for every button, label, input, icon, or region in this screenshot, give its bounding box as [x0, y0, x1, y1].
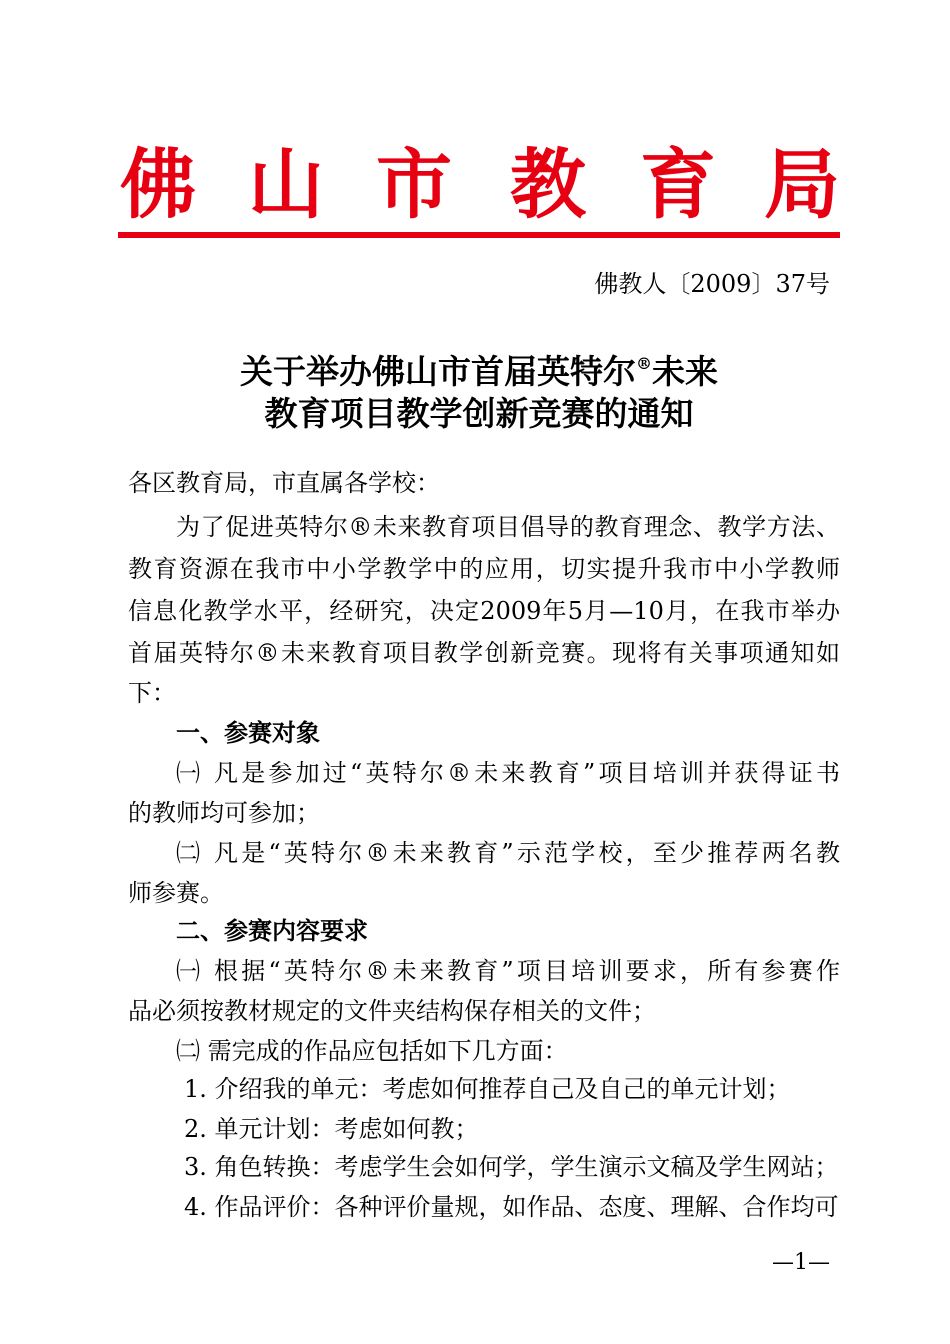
- issuer-letterhead: [120, 140, 840, 230]
- paragraph-line: 下：: [128, 679, 176, 707]
- list-item: 1. 介绍我的单元：考虑如何推荐自己及自己的单元计划；: [184, 1075, 791, 1103]
- document-number: 佛教人〔2009〕37号: [594, 270, 830, 298]
- section-heading: 一、参赛对象: [176, 718, 320, 747]
- title-text: 未来: [652, 352, 718, 391]
- letterhead-char: 局: [764, 140, 840, 229]
- section-heading: 二、参赛内容要求: [176, 916, 368, 945]
- paragraph-line: 师参赛。: [128, 879, 224, 907]
- page-number: —1—: [772, 1250, 830, 1275]
- letterhead-char: 育: [640, 140, 716, 229]
- list-item: 2. 单元计划：考虑如何教；: [184, 1115, 479, 1143]
- paragraph-line: 教育资源在我市中小学教学中的应用，切实提升我市中小学教师: [128, 555, 840, 583]
- paragraph-line: ㈡ 凡是“英特尔®未来教育”示范学校，至少推荐两名教: [176, 839, 840, 867]
- document-title-line-1: [118, 342, 840, 394]
- letterhead-char: 佛: [120, 140, 196, 229]
- paragraph-line: ㈠ 凡是参加过“英特尔®未来教育”项目培训并获得证书: [176, 759, 840, 787]
- letterhead-divider: [118, 232, 840, 238]
- paragraph-line: ㈡ 需完成的作品应包括如下几方面：: [176, 1037, 568, 1065]
- paragraph-line: 信息化教学水平，经研究，决定2009年5月—10月，在我市举办: [128, 597, 840, 625]
- paragraph-line: 首届英特尔®未来教育项目教学创新竞赛。现将有关事项通知如: [128, 639, 840, 667]
- paragraph-line: 品必须按教材规定的文件夹结构保存相关的文件；: [128, 997, 656, 1025]
- salutation: 各区教育局，市直属各学校：: [128, 469, 440, 497]
- paragraph-line: 的教师均可参加；: [128, 799, 320, 827]
- document-title-line-2: 教育项目教学创新竞赛的通知: [264, 394, 694, 433]
- registered-mark: ®: [636, 354, 652, 373]
- list-item: 4. 作品评价：各种评价量规，如作品、态度、理解、合作均可: [184, 1193, 839, 1221]
- letterhead-char: 市: [376, 140, 452, 229]
- paragraph-line: 为了促进英特尔®未来教育项目倡导的教育理念、教学方法、: [176, 513, 840, 541]
- letterhead-char: 教: [510, 140, 586, 229]
- paragraph-line: ㈠ 根据“英特尔®未来教育”项目培训要求，所有参赛作: [176, 957, 840, 985]
- title-text: 关于举办佛山市首届英特尔: [240, 352, 636, 391]
- letterhead-char: 山: [248, 140, 324, 229]
- list-item: 3. 角色转换：考虑学生会如何学，学生演示文稿及学生网站；: [184, 1153, 839, 1181]
